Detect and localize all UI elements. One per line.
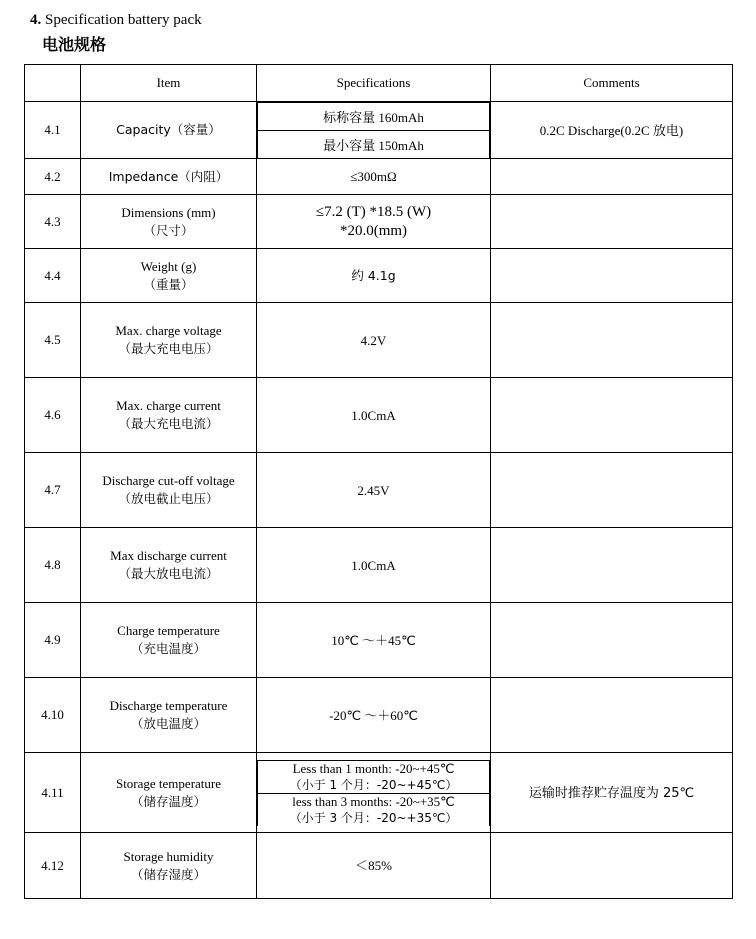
row-spec: 10℃ ～＋45℃: [257, 603, 491, 678]
row-item-label-cn: （充电温度）: [130, 641, 206, 656]
table-row: [25, 249, 733, 303]
row-number: 4.3: [25, 195, 81, 249]
row-comment: [491, 453, 733, 528]
row-item: [81, 159, 257, 195]
row-item-label-cn: （储存湿度）: [130, 866, 206, 882]
table-row: [25, 603, 733, 678]
row-item-label-en: Storage temperature: [115, 775, 222, 791]
row-item-label-cn: （最大放电电流）: [118, 566, 219, 581]
row-comment: [491, 753, 733, 833]
spec-line-cn: （小于 1 个月：-20~+45℃）: [289, 777, 458, 792]
section-number: 4.: [30, 12, 42, 28]
row-item-label-cn: （放电温度）: [130, 716, 206, 731]
row-item: [81, 303, 257, 378]
row-item: [81, 195, 257, 249]
row-item-label: Capacity（容量）: [116, 122, 221, 137]
row-item: [81, 102, 257, 159]
header-item: Item: [81, 65, 257, 102]
row-item-label-en: Discharge cut-off voltage: [102, 473, 235, 488]
row-item: [81, 833, 257, 899]
header-blank: [25, 65, 81, 102]
row-item-label-cn: （尺寸）: [143, 222, 194, 238]
row-spec: 4.2V: [257, 303, 491, 378]
row-comment: 0.2C Discharge(0.2C 放电): [491, 102, 733, 159]
header-comments: Comments: [491, 65, 733, 102]
table-row: [25, 453, 733, 528]
row-number: 4.8: [25, 528, 81, 603]
row-item-label-en: Weight (g): [140, 258, 197, 274]
row-number: 4.11: [25, 753, 81, 833]
row-item-label-cn: （最大充电电流）: [118, 416, 219, 431]
row-item-label-cn: （重量）: [143, 276, 194, 292]
spec-line: ≤7.2 (T) *18.5 (W): [315, 203, 432, 220]
row-number: 4.10: [25, 678, 81, 753]
spec-line-cn: （小于 3 个月：-20~+35℃）: [289, 810, 458, 825]
row-comment: [491, 378, 733, 453]
spec-line: *20.0(mm): [339, 222, 408, 239]
row-item: [81, 678, 257, 753]
row-item: [81, 249, 257, 303]
spec-line: 最小容量 150mAh: [258, 131, 490, 159]
row-comment: [491, 603, 733, 678]
table-header-row: [25, 65, 733, 102]
spec-line-en: less than 3 months: -20~+35℃: [292, 793, 455, 809]
row-comment: [491, 833, 733, 899]
row-number: 4.4: [25, 249, 81, 303]
row-comment: [491, 303, 733, 378]
header-specifications: Specifications: [257, 65, 491, 102]
row-number: 4.2: [25, 159, 81, 195]
specification-table: [24, 64, 733, 899]
row-number: 4.7: [25, 453, 81, 528]
section-heading: [30, 10, 732, 30]
table-row: [25, 378, 733, 453]
row-item-label-en: Max discharge current: [110, 548, 227, 563]
row-item: [81, 528, 257, 603]
table-row: [25, 528, 733, 603]
row-spec: [257, 195, 491, 249]
row-spec: 2.45V: [257, 453, 491, 528]
row-item-label-en: Charge temperature: [117, 623, 220, 638]
table-row: [25, 833, 733, 899]
row-item-label-cn: （最大充电电压）: [118, 341, 219, 356]
row-number: 4.12: [25, 833, 81, 899]
row-spec: [257, 249, 491, 303]
row-number: 4.5: [25, 303, 81, 378]
row-spec: -20℃ ～＋60℃: [257, 678, 491, 753]
row-spec: 1.0CmA: [257, 528, 491, 603]
row-comment: [491, 249, 733, 303]
spec-line-en: Less than 1 month: -20~+45℃: [292, 760, 455, 776]
row-item: [81, 753, 257, 833]
row-comment: [491, 159, 733, 195]
row-number: 4.9: [25, 603, 81, 678]
row-comment: [491, 528, 733, 603]
section-title-cn: 电池规格: [42, 35, 107, 54]
row-spec: [257, 102, 491, 159]
spec-sub-block: [258, 760, 490, 793]
row-spec: ≤300mΩ: [257, 159, 491, 195]
spec-line: 约 4.1g: [351, 268, 396, 283]
row-item-label-cn: （放电截止电压）: [118, 491, 219, 506]
row-comment: [491, 195, 733, 249]
row-number: 4.1: [25, 102, 81, 159]
row-item-label-en: Max. charge current: [116, 398, 221, 413]
row-item-label-cn: （储存温度）: [130, 793, 206, 809]
row-comment-label: 运输时推荐贮存温度为 25℃: [528, 785, 695, 801]
table-row: [25, 102, 733, 159]
row-item-label-en: Storage humidity: [123, 848, 214, 864]
table-row: [25, 195, 733, 249]
row-item-label-en: Dimensions (mm): [121, 204, 216, 220]
row-comment: [491, 678, 733, 753]
spec-sub-block: [258, 793, 490, 826]
table-row: [25, 753, 733, 833]
row-item-label-en: Max. charge voltage: [115, 323, 222, 338]
row-item-label: Impedance（内阻）: [108, 168, 229, 184]
spec-line: 标称容量 160mAh: [258, 103, 490, 131]
row-item: [81, 378, 257, 453]
row-spec: ＜85%: [257, 833, 491, 899]
row-spec: [257, 753, 491, 833]
table-row: [25, 159, 733, 195]
row-number: 4.6: [25, 378, 81, 453]
table-row: [25, 303, 733, 378]
row-item: [81, 453, 257, 528]
section-title-en: Specification battery pack: [45, 12, 202, 28]
row-item: [81, 603, 257, 678]
table-row: [25, 678, 733, 753]
row-spec: 1.0CmA: [257, 378, 491, 453]
row-item-label-en: Discharge temperature: [109, 698, 228, 713]
